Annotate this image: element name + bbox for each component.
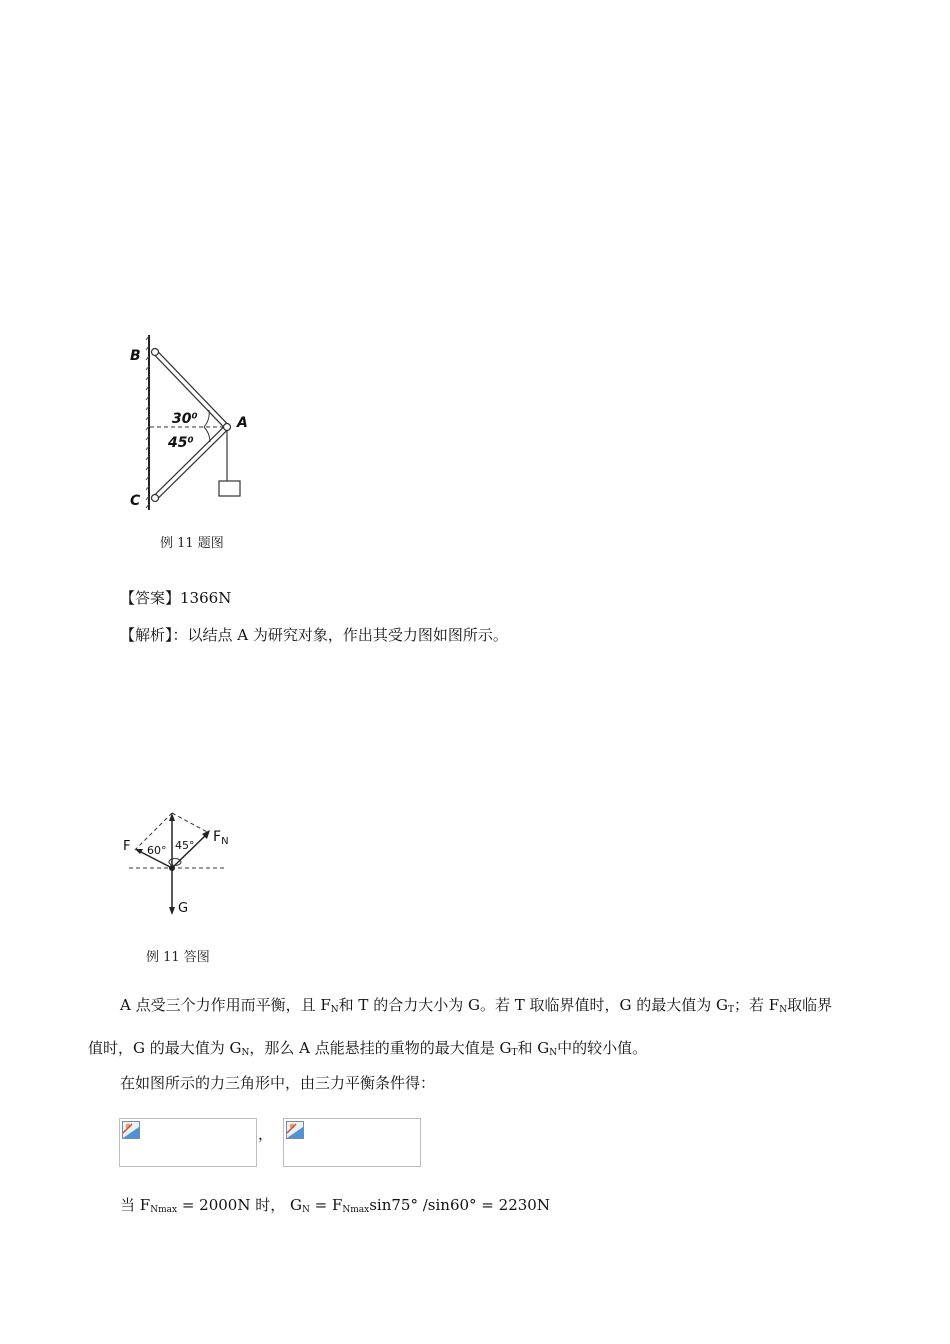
label-fn: $F_N$ <box>213 829 229 847</box>
analysis-bracket: 【解析】 <box>120 626 173 644</box>
formula-image-1 <box>119 1118 257 1167</box>
formula-image-2 <box>283 1118 421 1167</box>
label-angle-45b: 45° <box>175 839 195 852</box>
figure-1-diagram <box>120 330 270 515</box>
label-angle-30: 30⁰ <box>172 411 198 427</box>
label-a: A <box>237 415 248 431</box>
label-c: C <box>130 493 141 509</box>
hanging-mass <box>219 481 240 496</box>
formula-separator: ， <box>258 1125 274 1143</box>
figure-1-caption: 例 11 题图 <box>160 536 224 551</box>
answer-value: 1366N <box>180 589 232 607</box>
broken-image-icon <box>122 1121 140 1139</box>
analysis-line <box>120 625 508 645</box>
analysis-text: ：以结点 A 为研究对象，作出其受力图如图所示。 <box>172 626 508 644</box>
figure-2-diagram <box>115 805 245 925</box>
label-angle-60: 60° <box>147 844 167 857</box>
paragraph-1-line-1: A 点受三个力作用而平衡，且 $F_N$和 T 的合力大小为 G。若 T 取临界值时，G 的最大值为 $G_T$；若 $F_N$取临界 <box>120 996 833 1015</box>
answer-line <box>120 588 231 608</box>
label-g: G <box>178 901 189 916</box>
label-b: B <box>130 348 141 364</box>
label-f: F <box>123 839 131 854</box>
paragraph-1-line-2: 值时，G 的最大值为 $G_N$，那么 A 点能悬挂的重物的最大值是 $G_T$和 $G_N$中的较小值。 <box>88 1039 648 1058</box>
paragraph-2: 在如图所示的力三角形中，由三力平衡条件得： <box>120 1074 436 1092</box>
broken-image-icon <box>286 1121 304 1139</box>
figure-2-caption: 例 11 答图 <box>146 950 210 965</box>
label-angle-45: 45⁰ <box>168 435 194 451</box>
answer-bracket: 【答案】 <box>120 589 181 607</box>
paragraph-3: 当 $F_{Nmax} = 2000N$ 时， $G_N = F_{Nmax}\sin 75^\circ$ /sin60° = 2230N <box>120 1196 550 1215</box>
